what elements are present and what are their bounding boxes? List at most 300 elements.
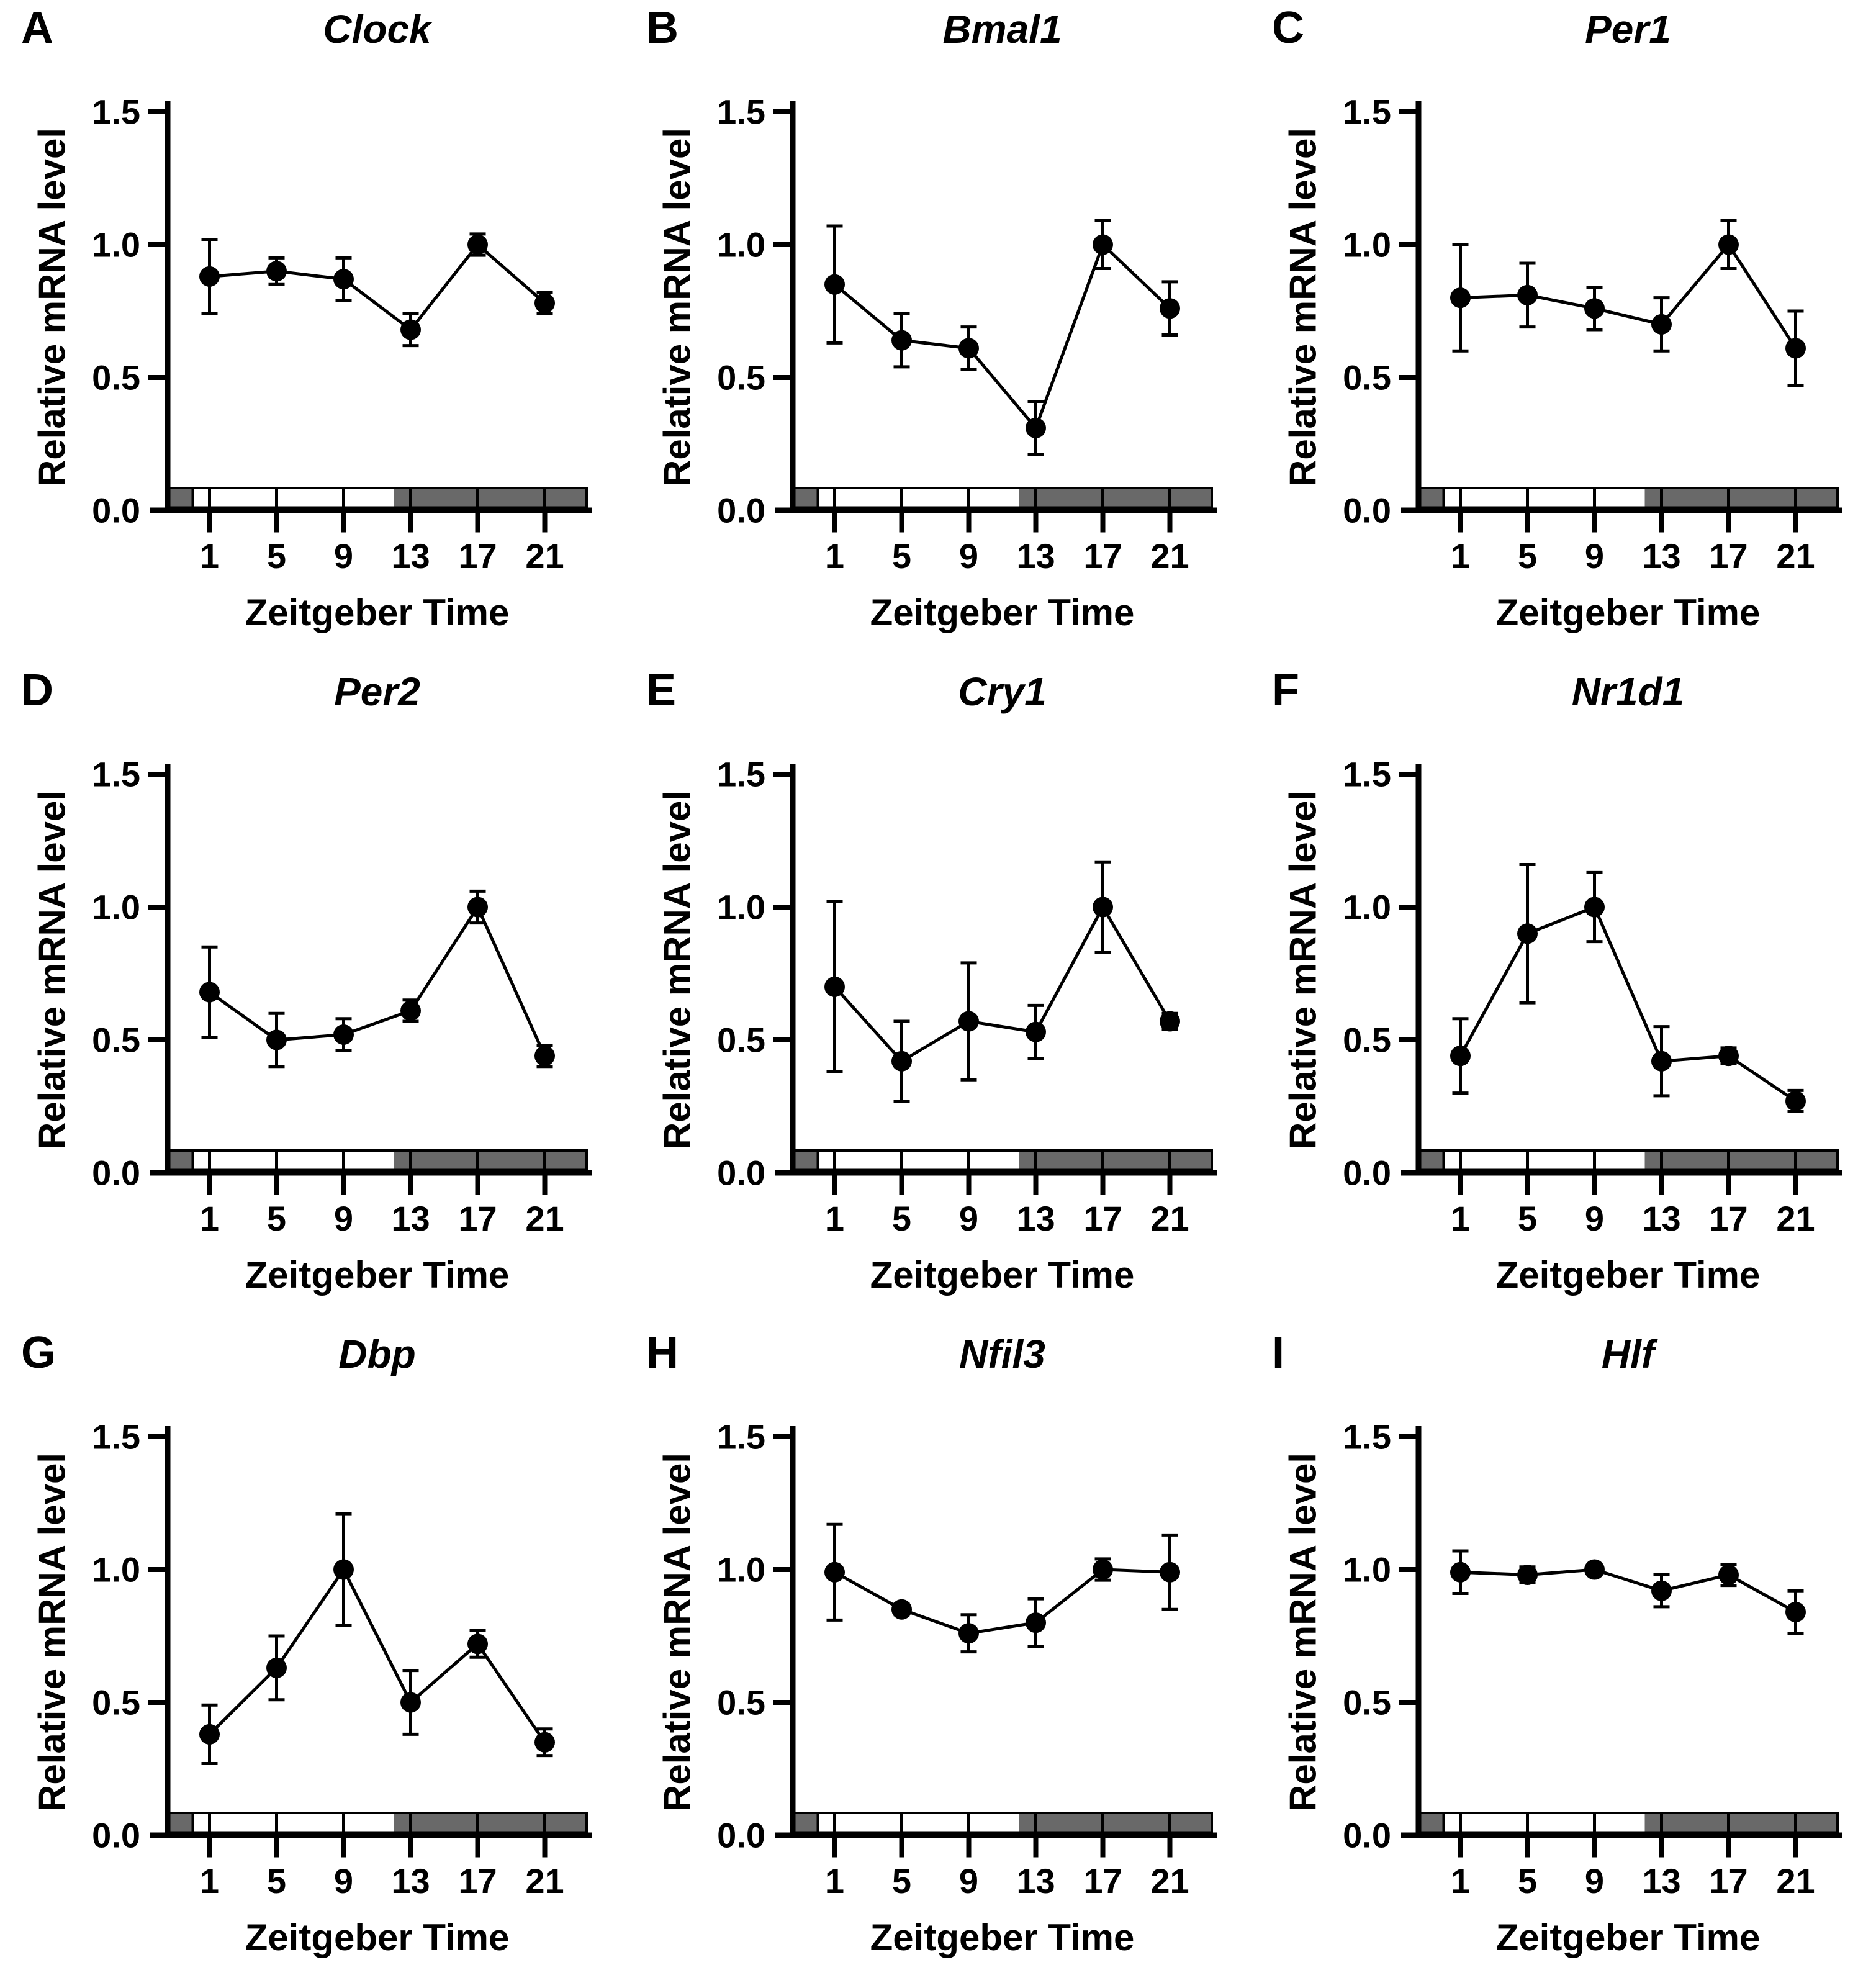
bar-tick-line	[342, 488, 345, 508]
x-tick-label: 17	[458, 1861, 497, 1900]
data-point-marker	[1718, 1565, 1739, 1585]
x-tick	[832, 1838, 837, 1858]
data-point-marker	[333, 1024, 354, 1045]
y-tick-label: 0.0	[1343, 1153, 1391, 1193]
y-tick-label: 1.5	[92, 1417, 140, 1457]
y-tick-label: 0.5	[1343, 1683, 1391, 1722]
y-tick-label: 0.5	[717, 1020, 765, 1060]
data-point-marker	[891, 1051, 912, 1072]
y-axis-label: Relative mRNA level	[656, 1452, 698, 1812]
data-point-marker	[199, 1724, 220, 1745]
x-axis-label: Zeitgeber Time	[245, 1917, 510, 1958]
bar-tick-line	[275, 1150, 278, 1170]
data-point-marker	[1026, 418, 1046, 438]
x-tick-label: 1	[824, 1861, 845, 1900]
y-tick	[1399, 1037, 1416, 1042]
bar-tick-line	[1660, 1150, 1663, 1170]
light-dark-bar-light-segment	[193, 488, 394, 508]
x-tick-label: 9	[333, 1199, 354, 1238]
panel-letter: A	[21, 3, 53, 53]
x-tick-label: 21	[1776, 1861, 1815, 1900]
x-tick	[1458, 513, 1463, 533]
x-tick	[207, 513, 212, 533]
x-tick-label: 13	[1016, 1199, 1055, 1238]
panel-c	[1251, 0, 1876, 662]
light-dark-bar-dark-segment	[168, 1150, 193, 1170]
x-tick-label: 21	[525, 1861, 564, 1900]
y-tick-label: 1.5	[717, 754, 765, 794]
bar-tick-line	[208, 1150, 211, 1170]
y-tick-label: 0.5	[717, 1683, 765, 1722]
x-tick	[476, 1838, 480, 1858]
panel-title: Dbp	[338, 1332, 416, 1376]
bar-tick-line	[1593, 488, 1596, 508]
data-point-marker	[266, 261, 287, 281]
data-point-marker	[1093, 1560, 1113, 1580]
x-tick-label: 5	[266, 1199, 287, 1238]
x-tick-label: 1	[1450, 536, 1471, 576]
bar-tick-line	[1794, 1150, 1797, 1170]
bar-divider	[1443, 488, 1445, 508]
y-tick	[773, 1700, 790, 1705]
y-tick-label: 0.5	[92, 1020, 140, 1060]
y-tick	[773, 109, 790, 114]
x-tick	[1034, 513, 1039, 533]
x-tick	[341, 1176, 346, 1195]
light-dark-bar-light-segment	[1444, 1813, 1645, 1833]
bar-tick-line	[275, 1813, 278, 1833]
data-point-marker	[1093, 235, 1113, 255]
panel-title: Nr1d1	[1571, 669, 1685, 714]
light-dark-bar-dark-segment	[793, 1813, 818, 1833]
bar-divider	[192, 1813, 194, 1833]
y-axis-label: Relative mRNA level	[656, 790, 698, 1150]
y-tick-label: 1.5	[1343, 92, 1391, 132]
series-line	[1461, 1570, 1796, 1612]
y-axis-line	[165, 764, 171, 1176]
x-axis-line	[1401, 1833, 1842, 1838]
panel-a	[0, 0, 625, 662]
x-tick-label: 17	[1709, 1861, 1748, 1900]
x-tick-label: 1	[199, 536, 220, 576]
y-tick	[773, 1434, 790, 1439]
panel-letter: G	[21, 1328, 56, 1378]
x-tick-label: 13	[1642, 1861, 1681, 1900]
bar-tick-line	[476, 1813, 479, 1833]
x-axis-line	[1401, 508, 1842, 513]
x-tick-label: 9	[958, 1199, 979, 1238]
bar-tick-line	[476, 1150, 479, 1170]
x-tick	[1168, 1838, 1173, 1858]
data-point-marker	[534, 293, 555, 314]
bar-tick-line	[275, 488, 278, 508]
x-tick-label: 1	[824, 1199, 845, 1238]
x-tick-label: 21	[1150, 1199, 1189, 1238]
y-axis-line	[790, 101, 796, 513]
x-tick	[543, 1838, 548, 1858]
data-point-marker	[400, 1000, 421, 1021]
data-point-marker	[467, 897, 488, 918]
panel-letter: B	[646, 3, 679, 53]
y-tick-label: 0.5	[1343, 1020, 1391, 1060]
y-tick	[148, 772, 165, 777]
y-axis-line	[165, 101, 171, 513]
bar-tick-line	[543, 1813, 546, 1833]
y-tick-label: 1.0	[717, 887, 765, 927]
x-tick	[1168, 513, 1173, 533]
x-tick	[1659, 1176, 1664, 1195]
bar-tick-line	[967, 1813, 970, 1833]
chart-plot	[625, 662, 1250, 1325]
x-tick	[274, 1838, 279, 1858]
y-tick-label: 1.5	[717, 92, 765, 132]
bar-divider	[817, 1813, 819, 1833]
data-point-marker	[1450, 1046, 1471, 1066]
x-tick-label: 21	[1150, 1861, 1189, 1900]
x-tick	[1592, 513, 1597, 533]
bar-tick-line	[208, 488, 211, 508]
panel-h	[625, 1325, 1250, 1987]
y-axis-line	[790, 1426, 796, 1838]
x-tick-label: 13	[1642, 536, 1681, 576]
y-tick-label: 0.0	[92, 490, 140, 530]
y-tick-label: 0.0	[92, 1153, 140, 1193]
bar-tick-line	[409, 1813, 412, 1833]
y-tick-label: 1.0	[1343, 1550, 1391, 1589]
panel-g	[0, 1325, 625, 1987]
bar-tick-line	[1168, 1813, 1171, 1833]
y-tick-label: 0.0	[1343, 490, 1391, 530]
x-tick	[1793, 1838, 1798, 1858]
x-tick	[408, 1176, 413, 1195]
y-axis-line	[1416, 764, 1422, 1176]
light-dark-bar-light-segment	[193, 1813, 394, 1833]
bar-tick-line	[1660, 488, 1663, 508]
data-point-marker	[891, 330, 912, 351]
panel-title: Nfil3	[959, 1332, 1045, 1376]
x-axis-label: Zeitgeber Time	[1495, 1254, 1761, 1296]
data-point-marker	[891, 1599, 912, 1620]
bar-tick-line	[476, 488, 479, 508]
panel-title: Cry1	[958, 669, 1047, 714]
x-tick-label: 21	[1776, 1199, 1815, 1238]
x-tick-label: 5	[891, 1861, 912, 1900]
bar-tick-line	[833, 488, 836, 508]
x-tick-label: 1	[199, 1861, 220, 1900]
x-axis-line	[150, 508, 592, 513]
y-tick	[148, 375, 165, 380]
x-axis-line	[1401, 1170, 1842, 1176]
bar-tick-line	[1526, 1813, 1529, 1833]
y-tick	[148, 1567, 165, 1572]
panel-letter: E	[646, 666, 677, 715]
data-point-marker	[1026, 1612, 1046, 1633]
light-dark-bar-light-segment	[818, 1150, 1019, 1170]
y-tick-label: 0.0	[717, 1815, 765, 1855]
y-tick	[773, 375, 790, 380]
data-point-marker	[958, 1623, 979, 1643]
x-tick	[1592, 1838, 1597, 1858]
data-point-marker	[333, 1560, 354, 1580]
light-dark-bar-light-segment	[193, 1150, 394, 1170]
y-tick-label: 1.5	[1343, 1417, 1391, 1457]
bar-tick-line	[1101, 1813, 1104, 1833]
bar-tick-line	[342, 1150, 345, 1170]
bar-tick-line	[900, 488, 903, 508]
x-tick-label: 13	[391, 1199, 430, 1238]
bar-tick-line	[1168, 1150, 1171, 1170]
x-tick	[967, 513, 972, 533]
y-axis-label: Relative mRNA level	[31, 790, 73, 1150]
series-line	[835, 1570, 1170, 1633]
y-tick	[1399, 242, 1416, 247]
bar-tick-line	[1459, 1813, 1462, 1833]
chart-plot	[0, 662, 625, 1325]
bar-tick-line	[1459, 488, 1462, 508]
bar-tick-line	[1034, 1150, 1037, 1170]
x-tick	[543, 513, 548, 533]
data-point-marker	[958, 1011, 979, 1032]
x-tick-label: 21	[1776, 536, 1815, 576]
x-tick-label: 5	[266, 536, 287, 576]
data-point-marker	[1651, 1581, 1672, 1601]
light-dark-bar-dark-segment	[168, 488, 193, 508]
y-tick-label: 0.0	[92, 1815, 140, 1855]
chart-plot	[625, 1325, 1250, 1987]
y-axis-label: Relative mRNA level	[1282, 790, 1324, 1150]
y-tick	[773, 1037, 790, 1042]
y-tick-label: 1.0	[1343, 225, 1391, 264]
y-tick	[1399, 905, 1416, 910]
x-tick-label: 17	[1083, 1861, 1122, 1900]
x-tick-label: 5	[266, 1861, 287, 1900]
x-tick-label: 17	[1709, 536, 1748, 576]
data-point-marker	[467, 235, 488, 255]
panel-d	[0, 662, 625, 1325]
y-axis-label: Relative mRNA level	[1282, 127, 1324, 487]
y-tick-label: 0.5	[92, 358, 140, 397]
x-axis-label: Zeitgeber Time	[870, 592, 1135, 633]
y-tick-label: 1.0	[92, 1550, 140, 1589]
bar-tick-line	[1101, 1150, 1104, 1170]
x-tick-label: 9	[958, 1861, 979, 1900]
x-axis-label: Zeitgeber Time	[245, 1254, 510, 1296]
data-point-marker	[824, 1562, 845, 1583]
y-tick	[148, 109, 165, 114]
bar-tick-line	[543, 1150, 546, 1170]
x-tick	[274, 513, 279, 533]
x-tick	[543, 1176, 548, 1195]
x-tick-label: 13	[391, 536, 430, 576]
bar-tick-line	[1101, 488, 1104, 508]
light-dark-bar-light-segment	[818, 488, 1019, 508]
x-axis-label: Zeitgeber Time	[870, 1254, 1135, 1296]
x-tick	[1101, 513, 1106, 533]
x-tick-label: 9	[1584, 1199, 1605, 1238]
series-line	[210, 245, 545, 330]
chart-plot	[1251, 0, 1876, 662]
y-tick	[1399, 1567, 1416, 1572]
x-tick	[476, 513, 480, 533]
x-axis-line	[150, 1170, 592, 1176]
x-tick	[900, 1838, 904, 1858]
y-tick-label: 1.0	[717, 225, 765, 264]
y-axis-line	[790, 764, 796, 1176]
bar-tick-line	[1459, 1150, 1462, 1170]
data-point-marker	[1718, 1046, 1739, 1066]
y-tick-label: 0.0	[1343, 1815, 1391, 1855]
y-tick-label: 0.0	[717, 490, 765, 530]
y-tick-label: 1.0	[92, 225, 140, 264]
light-dark-bar-dark-segment	[1019, 1150, 1212, 1170]
x-tick	[1525, 1176, 1530, 1195]
panel-b	[625, 0, 1250, 662]
panel-title: Clock	[323, 7, 431, 52]
light-dark-bar-dark-segment	[1645, 1150, 1838, 1170]
light-dark-bar-dark-segment	[168, 1813, 193, 1833]
data-point-marker	[1785, 1091, 1806, 1111]
bar-divider	[1443, 1813, 1445, 1833]
data-point-marker	[1651, 1051, 1672, 1072]
bar-tick-line	[1034, 1813, 1037, 1833]
x-tick-label: 9	[1584, 1861, 1605, 1900]
light-dark-bar-light-segment	[818, 1813, 1019, 1833]
x-tick-label: 1	[1450, 1861, 1471, 1900]
y-tick	[773, 1567, 790, 1572]
x-tick	[1168, 1176, 1173, 1195]
panel-letter: H	[646, 1328, 679, 1378]
y-tick-label: 0.5	[1343, 358, 1391, 397]
panel-letter: I	[1272, 1328, 1285, 1378]
x-tick	[1793, 1176, 1798, 1195]
x-axis-label: Zeitgeber Time	[1495, 592, 1761, 633]
x-tick	[1034, 1838, 1039, 1858]
x-tick	[832, 1176, 837, 1195]
data-point-marker	[824, 274, 845, 295]
x-tick	[408, 1838, 413, 1858]
light-dark-bar-dark-segment	[394, 488, 587, 508]
data-point-marker	[1584, 298, 1605, 319]
bar-tick-line	[208, 1813, 211, 1833]
light-dark-bar-dark-segment	[793, 1150, 818, 1170]
series-line	[1461, 907, 1796, 1101]
x-axis-line	[775, 508, 1217, 513]
y-tick	[148, 1037, 165, 1042]
x-tick	[1101, 1838, 1106, 1858]
series-line	[835, 907, 1170, 1061]
y-tick	[148, 1700, 165, 1705]
panel-i	[1251, 1325, 1876, 1987]
x-tick-label: 5	[891, 536, 912, 576]
x-tick-label: 21	[1150, 536, 1189, 576]
light-dark-bar-dark-segment	[1418, 1813, 1444, 1833]
x-tick-label: 1	[199, 1199, 220, 1238]
x-tick	[967, 1838, 972, 1858]
bar-tick-line	[1794, 488, 1797, 508]
bar-tick-line	[900, 1813, 903, 1833]
y-tick-label: 1.0	[92, 887, 140, 927]
panel-title: Per1	[1585, 7, 1671, 52]
light-dark-bar-dark-segment	[1019, 1813, 1212, 1833]
x-axis-label: Zeitgeber Time	[1495, 1917, 1761, 1958]
data-point-marker	[1160, 1011, 1180, 1032]
x-tick	[1458, 1838, 1463, 1858]
x-tick-label: 13	[1016, 536, 1055, 576]
x-tick-label: 17	[458, 1199, 497, 1238]
bar-tick-line	[409, 488, 412, 508]
x-tick-label: 9	[333, 536, 354, 576]
y-tick	[773, 905, 790, 910]
panel-e	[625, 662, 1250, 1325]
bar-tick-line	[1034, 488, 1037, 508]
y-axis-line	[1416, 101, 1422, 513]
data-point-marker	[199, 266, 220, 287]
x-tick	[274, 1176, 279, 1195]
x-tick	[476, 1176, 480, 1195]
bar-tick-line	[1593, 1813, 1596, 1833]
chart-plot	[625, 0, 1250, 662]
y-tick-label: 1.5	[92, 92, 140, 132]
bar-tick-line	[1593, 1150, 1596, 1170]
series-line	[835, 245, 1170, 428]
x-tick	[1726, 1176, 1731, 1195]
light-dark-bar-light-segment	[1444, 1150, 1645, 1170]
data-point-marker	[1517, 1565, 1538, 1585]
data-point-marker	[1517, 285, 1538, 305]
x-tick	[1659, 513, 1664, 533]
data-point-marker	[400, 1692, 421, 1713]
bar-tick-line	[1660, 1813, 1663, 1833]
data-point-marker	[1450, 287, 1471, 308]
y-axis-label: Relative mRNA level	[656, 127, 698, 487]
x-tick-label: 5	[1517, 1199, 1538, 1238]
data-point-marker	[1160, 1562, 1180, 1583]
y-tick-label: 1.5	[717, 1417, 765, 1457]
data-point-marker	[824, 977, 845, 997]
x-tick-label: 13	[391, 1861, 430, 1900]
x-tick	[832, 513, 837, 533]
bar-tick-line	[900, 1150, 903, 1170]
y-tick-label: 0.5	[717, 358, 765, 397]
series-line	[1461, 245, 1796, 348]
bar-tick-line	[1727, 488, 1730, 508]
x-tick-label: 9	[333, 1861, 354, 1900]
data-point-marker	[1785, 1602, 1806, 1622]
panel-title: Per2	[334, 669, 420, 714]
data-point-marker	[1517, 923, 1538, 944]
bar-tick-line	[1794, 1813, 1797, 1833]
x-tick	[1793, 513, 1798, 533]
x-axis-label: Zeitgeber Time	[245, 592, 510, 633]
x-tick	[408, 513, 413, 533]
panel-title: Hlf	[1601, 1332, 1655, 1376]
x-tick-label: 5	[1517, 1861, 1538, 1900]
x-tick	[207, 1838, 212, 1858]
bar-divider	[192, 1150, 194, 1170]
light-dark-bar-dark-segment	[394, 1150, 587, 1170]
x-tick	[900, 1176, 904, 1195]
panel-letter: D	[21, 666, 53, 715]
panel-f	[1251, 662, 1876, 1325]
y-tick	[773, 242, 790, 247]
x-tick-label: 17	[458, 536, 497, 576]
bar-divider	[817, 1150, 819, 1170]
data-point-marker	[1584, 897, 1605, 918]
x-tick	[1034, 1176, 1039, 1195]
y-tick	[148, 1434, 165, 1439]
x-tick-label: 9	[958, 536, 979, 576]
data-point-marker	[333, 269, 354, 289]
